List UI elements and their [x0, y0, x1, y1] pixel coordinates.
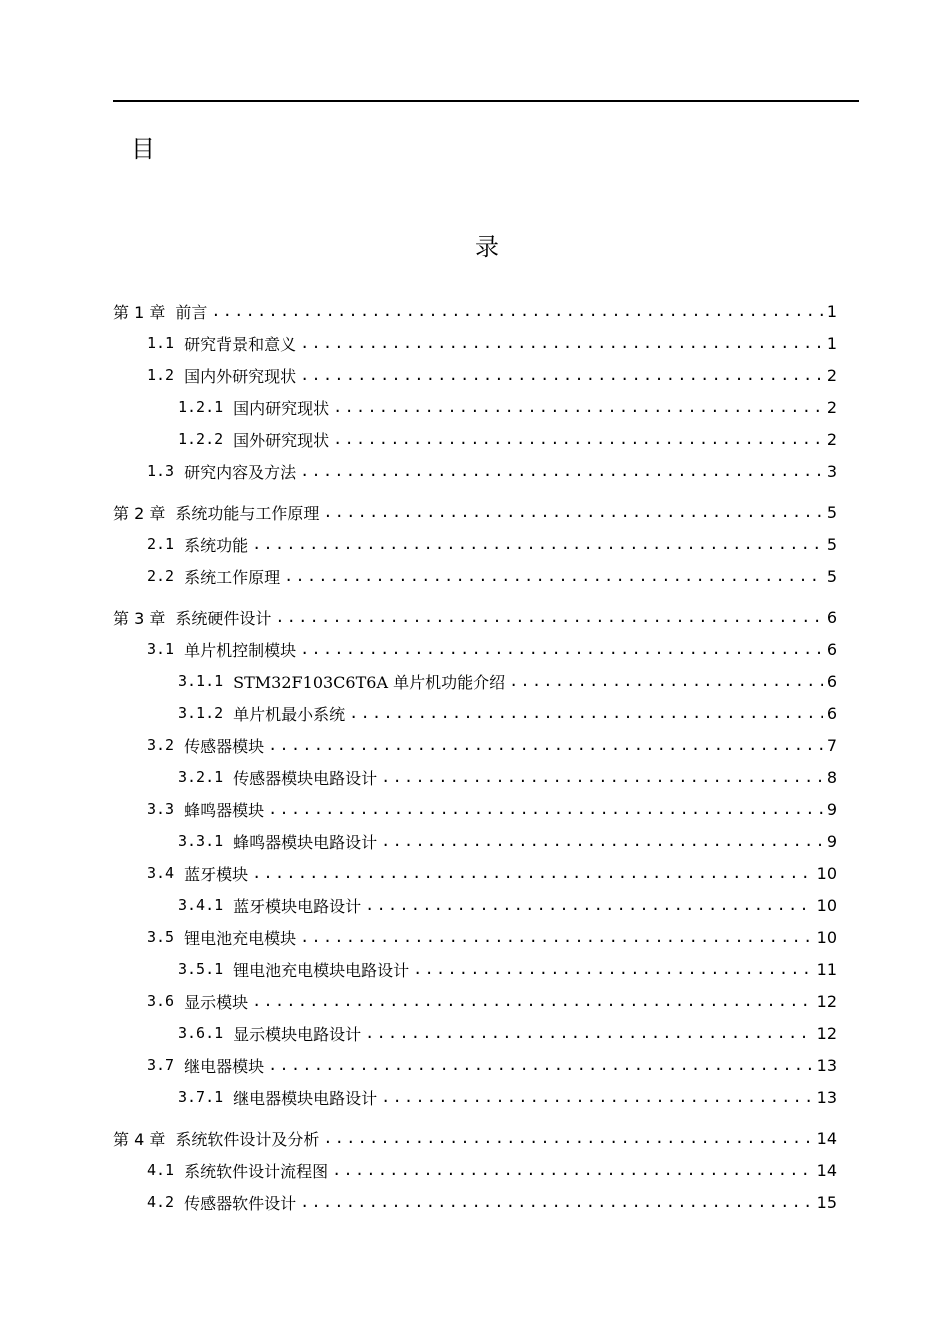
toc-entry-number: 1.2.1 [178, 398, 224, 416]
toc-heading-part2: 录 [475, 233, 499, 261]
toc-section-entry[interactable] [113, 666, 837, 696]
toc-entry-number: 3.7 [147, 1056, 175, 1074]
toc-section-entry[interactable] [113, 954, 837, 984]
toc-section-entry[interactable] [113, 328, 837, 358]
toc-dot-leader [211, 302, 822, 320]
toc-dot-leader [381, 768, 823, 786]
toc-entry-title: 研究背景和意义 [184, 334, 297, 354]
toc-entry-title: 系统软件设计流程图 [184, 1161, 329, 1181]
toc-entry-number: 3.5 [147, 928, 175, 946]
toc-dot-leader [349, 704, 823, 722]
toc-entry-number: 3.5.1 [178, 960, 224, 978]
toc-entry-page-number: 15 [816, 1192, 837, 1212]
toc-entry-number: 3.2.1 [178, 768, 224, 786]
toc-entry-page-number: 2 [826, 365, 837, 385]
toc-entry-number: 1.2.2 [178, 430, 224, 448]
toc-dot-leader [300, 334, 823, 352]
header-rule [113, 100, 859, 102]
toc-entry-title: 蓝牙模块电路设计 [233, 896, 362, 916]
toc-section-entry[interactable] [113, 1155, 837, 1185]
toc-entry-page-number: 9 [826, 799, 837, 819]
toc-dot-leader [323, 503, 822, 521]
toc-entry-page-number: 6 [826, 671, 837, 691]
toc-chapter-entry[interactable] [113, 497, 837, 527]
toc-dot-leader [268, 736, 823, 754]
toc-entry-page-number: 5 [826, 502, 837, 522]
toc-entry-title: 继电器模块电路设计 [233, 1088, 378, 1108]
toc-dot-leader [268, 800, 823, 818]
toc-entry-number: 第 4 章 [113, 1129, 166, 1149]
toc-entry-page-number: 1 [826, 301, 837, 321]
toc-dot-leader [268, 1056, 813, 1074]
toc-entry-page-number: 3 [826, 461, 837, 481]
toc-dot-leader [333, 430, 823, 448]
toc-entry-number: 3.7.1 [178, 1088, 224, 1106]
toc-dot-leader [284, 567, 823, 585]
toc-entry-title: 锂电池充电模块 [184, 928, 297, 948]
toc-entry-number: 4.1 [147, 1161, 175, 1179]
toc-entry-number: 3.1 [147, 640, 175, 658]
toc-entry-title: 国外研究现状 [233, 430, 330, 450]
toc-entry-page-number: 6 [826, 703, 837, 723]
toc-dot-leader [252, 535, 823, 553]
toc-entry-title: 系统功能 [184, 535, 249, 555]
toc-dot-leader [332, 1161, 813, 1179]
toc-entry-number: 1.1 [147, 334, 175, 352]
toc-entry-title: 系统工作原理 [184, 567, 281, 587]
toc-dot-leader [381, 832, 823, 850]
toc-section-entry[interactable] [113, 794, 837, 824]
toc-entry-title: 锂电池充电模块电路设计 [233, 960, 410, 980]
toc-entry-page-number: 14 [816, 1128, 837, 1148]
toc-section-entry[interactable] [113, 698, 837, 728]
toc-dot-leader [333, 398, 823, 416]
toc-entry-page-number: 10 [816, 927, 837, 947]
toc-entry-page-number: 13 [816, 1087, 837, 1107]
toc-entry-number: 2.2 [147, 567, 175, 585]
toc-entry-title: 单片机控制模块 [184, 640, 297, 660]
toc-section-entry[interactable] [113, 986, 837, 1016]
toc-entry-page-number: 9 [826, 831, 837, 851]
toc-entry-page-number: 5 [826, 566, 837, 586]
toc-dot-leader [252, 992, 813, 1010]
toc-entry-title: 传感器模块电路设计 [233, 768, 378, 788]
toc-entry-title: 显示模块电路设计 [233, 1024, 362, 1044]
toc-entry-page-number: 14 [816, 1160, 837, 1180]
toc-dot-leader [365, 896, 812, 914]
toc-dot-leader [381, 1088, 812, 1106]
toc-section-entry[interactable] [113, 890, 837, 920]
toc-entry-number: 3.6 [147, 992, 175, 1010]
toc-section-entry[interactable] [113, 360, 837, 390]
toc-section-entry[interactable] [113, 826, 837, 856]
toc-entry-page-number: 2 [826, 429, 837, 449]
toc-dot-leader [252, 864, 813, 882]
toc-entry-number: 3.3 [147, 800, 175, 818]
toc-dot-leader [300, 928, 813, 946]
toc-entry-title: 显示模块 [184, 992, 249, 1012]
toc-chapter-entry[interactable] [113, 1123, 837, 1153]
toc-entry-title: 传感器模块 [184, 736, 265, 756]
toc-section-entry[interactable] [113, 561, 837, 591]
toc-entry-number: 第 1 章 [113, 302, 166, 322]
toc-heading-part1: 目 [131, 135, 155, 163]
toc-entry-page-number: 7 [826, 735, 837, 755]
toc-dot-leader [365, 1024, 812, 1042]
toc-entry-title: 研究内容及方法 [184, 462, 297, 482]
toc-entry-title: 继电器模块 [184, 1056, 265, 1076]
toc-entry-page-number: 10 [816, 895, 837, 915]
toc-entry-page-number: 13 [816, 1055, 837, 1075]
toc-dot-leader [300, 462, 823, 480]
toc-section-entry[interactable] [113, 529, 837, 559]
toc-entry-page-number: 2 [826, 397, 837, 417]
toc-entry-number: 3.1.1 [178, 672, 224, 690]
toc-entry-number: 1.3 [147, 462, 175, 480]
toc-entry-page-number: 5 [826, 534, 837, 554]
toc-dot-leader [509, 672, 823, 690]
toc-section-entry[interactable] [113, 1082, 837, 1112]
toc-section-entry[interactable] [113, 392, 837, 422]
toc-entry-title: 系统软件设计及分析 [175, 1129, 320, 1149]
toc-section-entry[interactable] [113, 730, 837, 760]
toc-entry-number: 2.1 [147, 535, 175, 553]
toc-entry-page-number: 11 [816, 959, 837, 979]
toc-entry-number: 3.6.1 [178, 1024, 224, 1042]
toc-entry-title: 系统功能与工作原理 [175, 503, 320, 523]
toc-section-entry[interactable] [113, 634, 837, 664]
toc-entry-number: 第 2 章 [113, 503, 166, 523]
toc-section-entry[interactable] [113, 456, 837, 486]
toc-entry-title: 国内外研究现状 [184, 366, 297, 386]
toc-dot-leader [300, 366, 823, 384]
toc-section-entry[interactable] [113, 858, 837, 888]
toc-entry-title: 系统硬件设计 [175, 608, 272, 628]
toc-entry-title: 传感器软件设计 [184, 1193, 297, 1213]
toc-entry-number: 3.1.2 [178, 704, 224, 722]
toc-entry-number: 3.3.1 [178, 832, 224, 850]
toc-entry-page-number: 12 [816, 1023, 837, 1043]
toc-section-entry[interactable] [113, 424, 837, 454]
toc-entry-page-number: 10 [816, 863, 837, 883]
toc-entry-title: 国内研究现状 [233, 398, 330, 418]
toc-chapter-entry[interactable] [113, 296, 837, 326]
toc-section-entry[interactable] [113, 1187, 837, 1217]
toc-dot-leader [300, 640, 823, 658]
toc-entry-number: 1.2 [147, 366, 175, 384]
toc-entry-page-number: 12 [816, 991, 837, 1011]
toc-entry-number: 3.4 [147, 864, 175, 882]
toc-entry-number: 3.4.1 [178, 896, 224, 914]
toc-entry-title: 蜂鸣器模块电路设计 [233, 832, 378, 852]
toc-dot-leader [323, 1129, 812, 1147]
toc-dot-leader [275, 608, 822, 626]
toc-dot-leader [300, 1193, 813, 1211]
toc-section-entry[interactable] [113, 922, 837, 952]
toc-chapter-entry[interactable] [113, 602, 837, 632]
toc-entry-title: 单片机最小系统 [233, 704, 346, 724]
toc-entry-page-number: 8 [826, 767, 837, 787]
toc-section-entry[interactable] [113, 762, 837, 792]
toc-entry-number: 4.2 [147, 1193, 175, 1211]
toc-entry-number: 3.2 [147, 736, 175, 754]
toc-entry-title: 蓝牙模块 [184, 864, 249, 884]
toc-entry-title: STM32F103C6T6A 单片机功能介绍 [233, 672, 506, 692]
toc-entry-title: 前言 [175, 302, 208, 322]
toc-entry-title: 蜂鸣器模块 [184, 800, 265, 820]
toc-entry-page-number: 6 [826, 607, 837, 627]
toc-section-entry[interactable] [113, 1018, 837, 1048]
toc-entry-page-number: 1 [826, 333, 837, 353]
toc-section-entry[interactable] [113, 1050, 837, 1080]
toc-entry-page-number: 6 [826, 639, 837, 659]
toc-entry-number: 第 3 章 [113, 608, 166, 628]
toc-dot-leader [413, 960, 812, 978]
